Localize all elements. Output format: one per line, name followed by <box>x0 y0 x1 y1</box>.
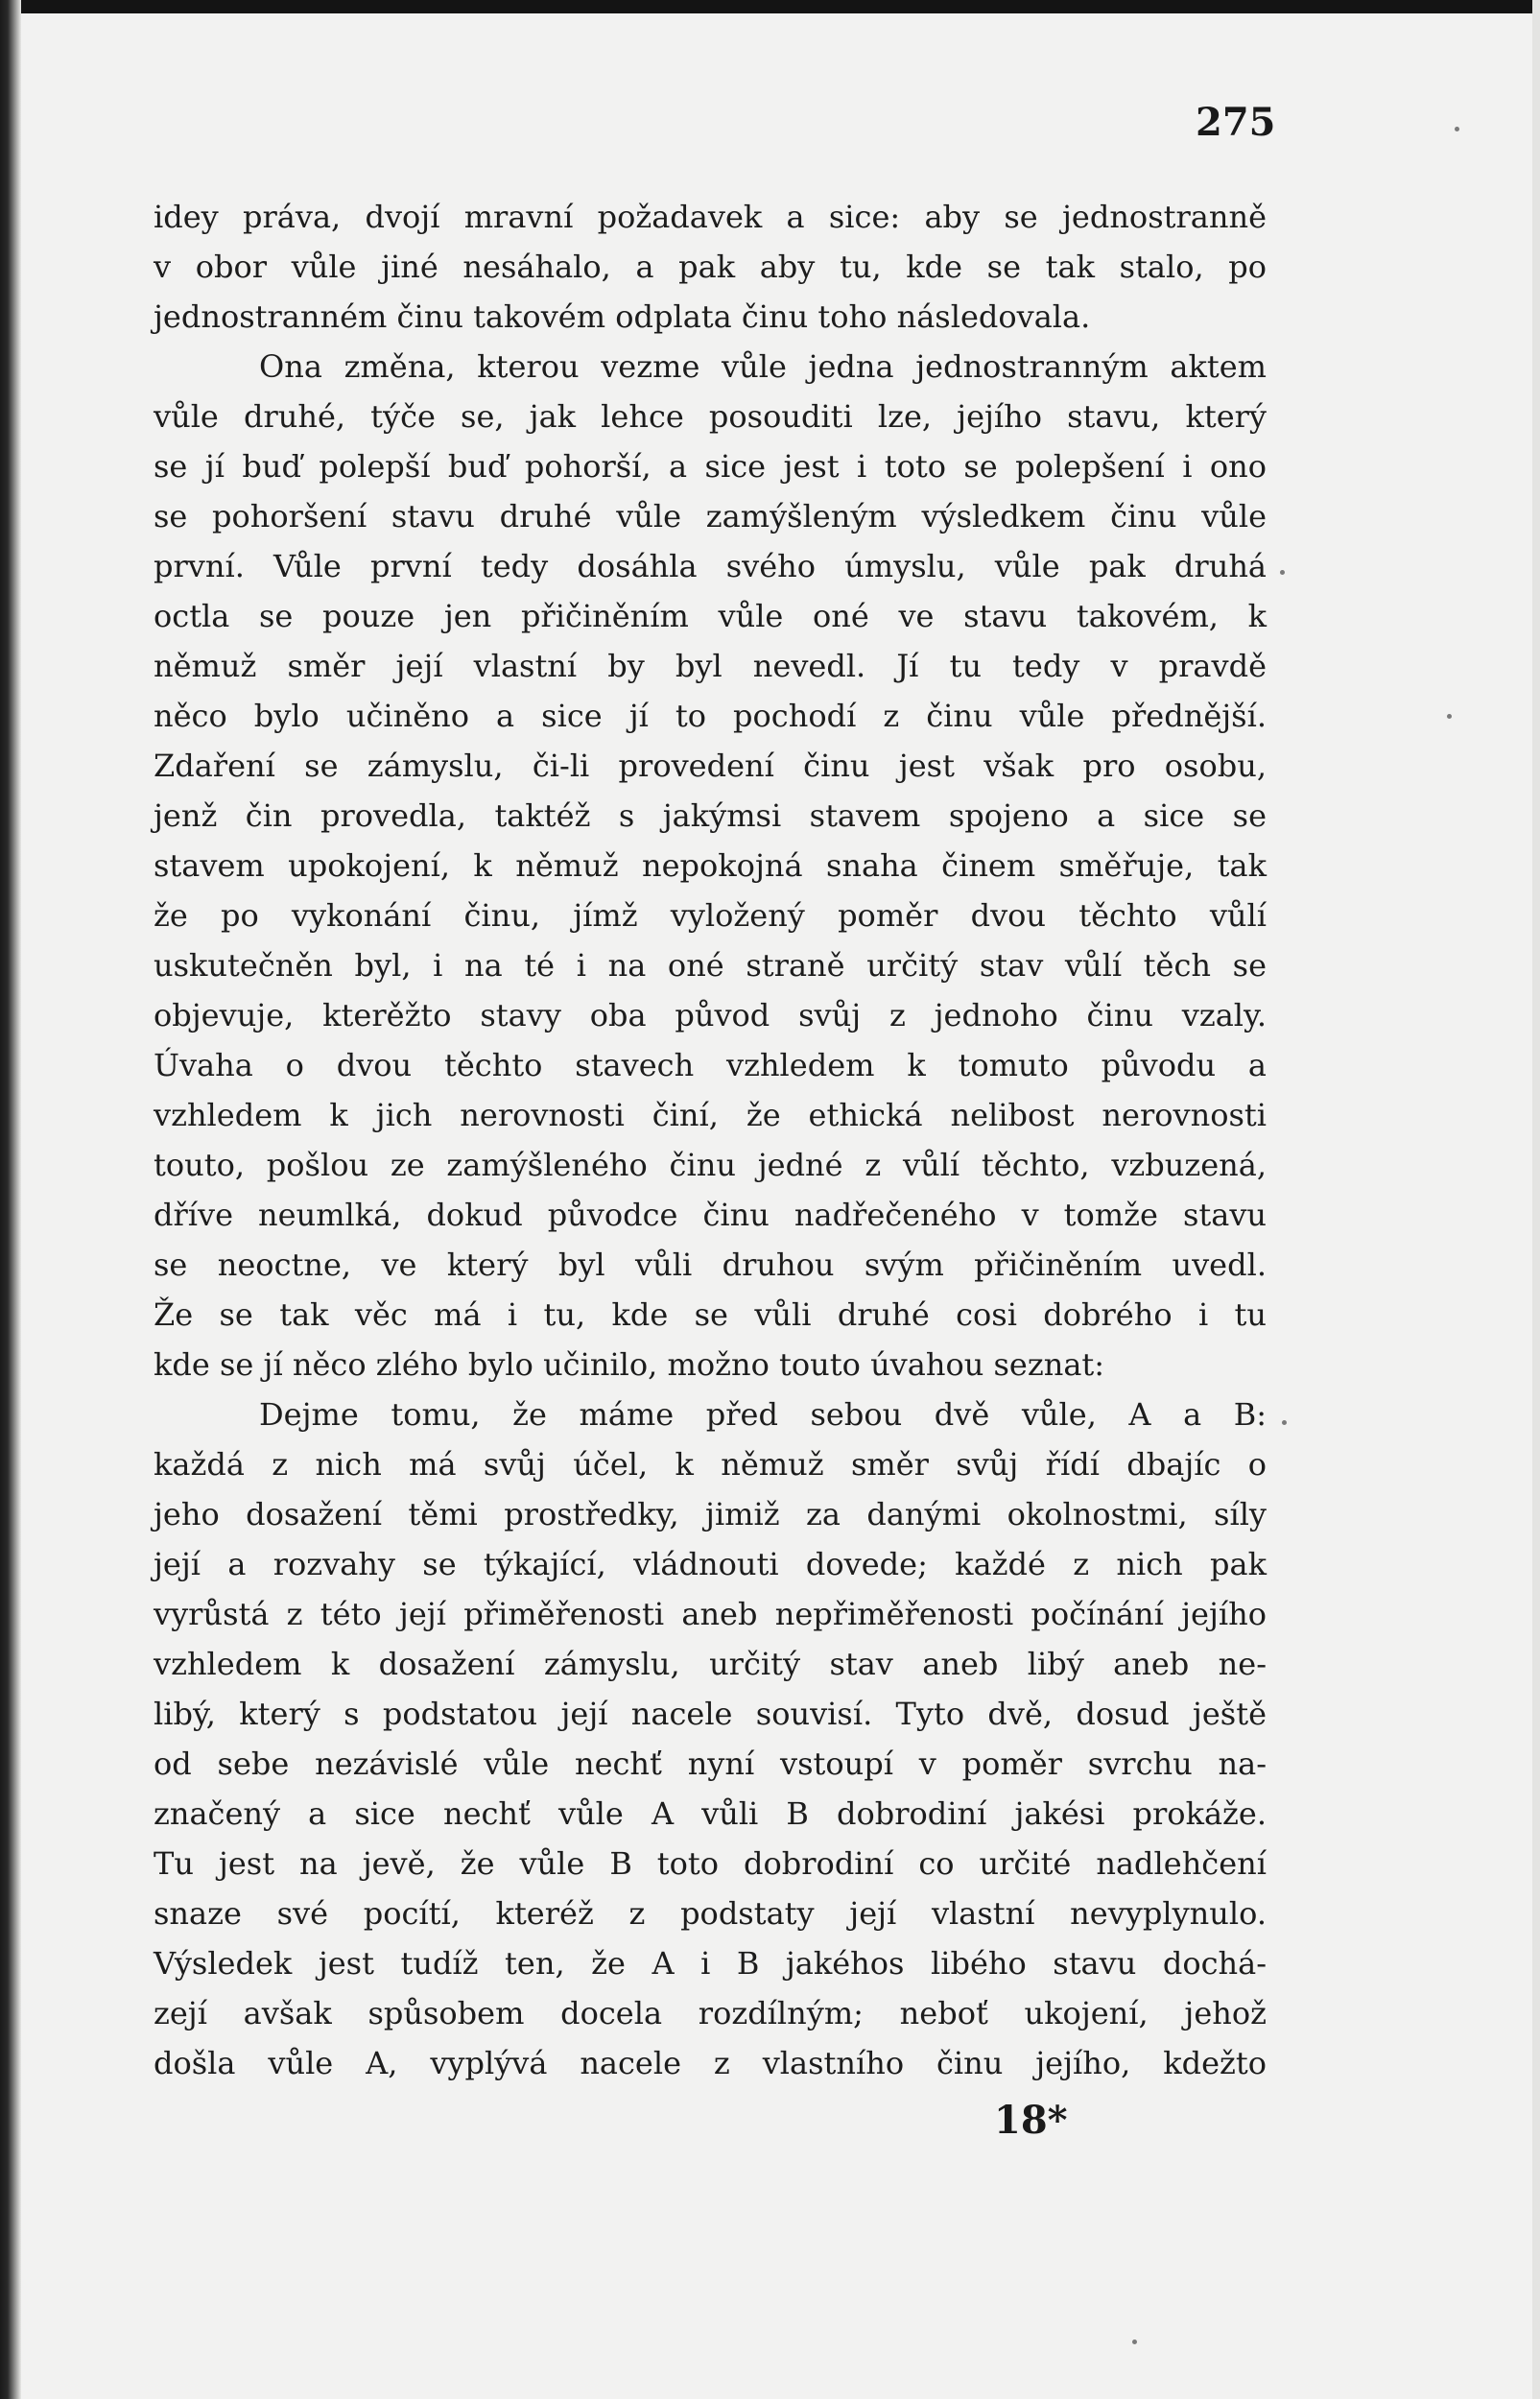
text-line: Zdaření se zámyslu, či-li provedení činu jest však pro osobu, <box>154 748 1267 784</box>
text-line: jednostranném činu takovém odplata činu toho následovala. <box>154 298 1091 335</box>
scan-speck <box>1282 1420 1287 1425</box>
text-line: její a rozvahy se týkající, vládnouti dovede; každé z nich pak <box>154 1546 1267 1582</box>
text-line: vůle druhé, týče se, jak lehce posouditi lze, jejího stavu, který <box>154 398 1267 435</box>
text-line: první. Vůle první tedy dosáhla svého úmyslu, vůle pak druhá <box>154 548 1267 584</box>
body-text <box>154 192 1267 2088</box>
scan-speck <box>1447 714 1452 719</box>
text-line: Úvaha o dvou těchto stavech vzhledem k tomuto původu a <box>154 1047 1267 1083</box>
text-line: vzhledem k dosažení zámyslu, určitý stav aneb libý aneb ne- <box>154 1646 1267 1682</box>
page-number: 275 <box>1196 100 1276 145</box>
text-line: něco bylo učiněno a sice jí to pochodí z činu vůle přednější. <box>154 698 1267 734</box>
text-line: značený a sice nechť vůle A vůli B dobrodiní jakési prokáže. <box>154 1795 1267 1832</box>
scan-speck <box>1455 127 1459 131</box>
text-line: dříve neumlká, dokud původce činu nadřečeného v tomže stavu <box>154 1197 1267 1233</box>
scan-right-edge <box>1532 0 1540 2399</box>
text-line: Výsledek jest tudíž ten, že A i B jakéhos libého stavu dochá- <box>154 1945 1267 1982</box>
scan-speck <box>1280 570 1285 575</box>
text-line: každá z nich má svůj účel, k němuž směr svůj řídí dbajíc o <box>154 1446 1267 1483</box>
text-line: Že se tak věc má i tu, kde se vůli druhé cosi dobrého i tu <box>154 1296 1267 1333</box>
text-line: octla se pouze jen přičiněním vůle oné ve stavu takovém, k <box>154 598 1267 634</box>
text-line: jeho dosažení těmi prostředky, jimiž za danými okolnostmi, síly <box>154 1496 1267 1532</box>
scan-top-border <box>0 0 1540 13</box>
text-line: stavem upokojení, k němuž nepokojná snaha činem směřuje, tak <box>154 847 1267 884</box>
text-line: od sebe nezávislé vůle nechť nyní vstoupí v poměr svrchu na- <box>154 1746 1267 1782</box>
text-line: Tu jest na jevě, že vůle B toto dobrodiní co určité nadlehčení <box>154 1845 1267 1882</box>
text-line: Ona změna, kterou vezme vůle jedna jednostranným aktem <box>259 348 1267 385</box>
text-line: došla vůle A, vyplývá nacele z vlastního činu jejího, kdežto <box>154 2045 1267 2081</box>
text-line: zejí avšak spůsobem docela rozdílným; neboť ukojení, jehož <box>154 1995 1267 2031</box>
scan-left-border <box>0 0 21 2399</box>
text-line: vzhledem k jich nerovnosti činí, že ethická nelibost nerovnosti <box>154 1097 1267 1133</box>
text-line: že po vykonání činu, jímž vyložený poměr dvou těchto vůlí <box>154 897 1267 934</box>
text-line: idey práva, dvojí mravní požadavek a sice: aby se jednostranně <box>154 199 1267 235</box>
text-line: Dejme tomu, že máme před sebou dvě vůle, A a B: <box>259 1396 1267 1433</box>
text-line: libý, který s podstatou její nacele souvisí. Tyto dvě, dosud ještě <box>154 1696 1267 1732</box>
text-line: vyrůstá z této její přiměřenosti aneb nepřiměřenosti počínání jejího <box>154 1596 1267 1632</box>
text-line: se pohoršení stavu druhé vůle zamýšleným výsledkem činu vůle <box>154 498 1267 534</box>
scan-speck <box>1132 2340 1137 2344</box>
text-line: objevuje, kterěžto stavy oba původ svůj z jednoho činu vzaly. <box>154 997 1267 1033</box>
text-line: v obor vůle jiné nesáhalo, a pak aby tu, kde se tak stalo, po <box>154 249 1267 285</box>
text-line: snaze své pocítí, kteréž z podstaty její vlastní nevyplynulo. <box>154 1895 1267 1932</box>
text-line: se jí buď polepší buď pohorší, a sice jest i toto se polepšení i ono <box>154 448 1267 485</box>
text-line: kde se jí něco zlého bylo učinilo, možno touto úvahou seznat: <box>154 1346 1105 1383</box>
text-line: uskutečněn byl, i na té i na oné straně určitý stav vůlí těch se <box>154 947 1267 984</box>
text-line: se neoctne, ve který byl vůli druhou svým přičiněním uvedl. <box>154 1247 1267 1283</box>
signature-mark: 18* <box>994 2098 1068 2143</box>
text-line: jenž čin provedla, taktéž s jakýmsi stavem spojeno a sice se <box>154 797 1267 834</box>
text-line: touto, pošlou ze zamýšleného činu jedné z vůlí těchto, vzbuzená, <box>154 1147 1267 1183</box>
text-line: němuž směr její vlastní by byl nevedl. Jí tu tedy v pravdě <box>154 648 1267 684</box>
